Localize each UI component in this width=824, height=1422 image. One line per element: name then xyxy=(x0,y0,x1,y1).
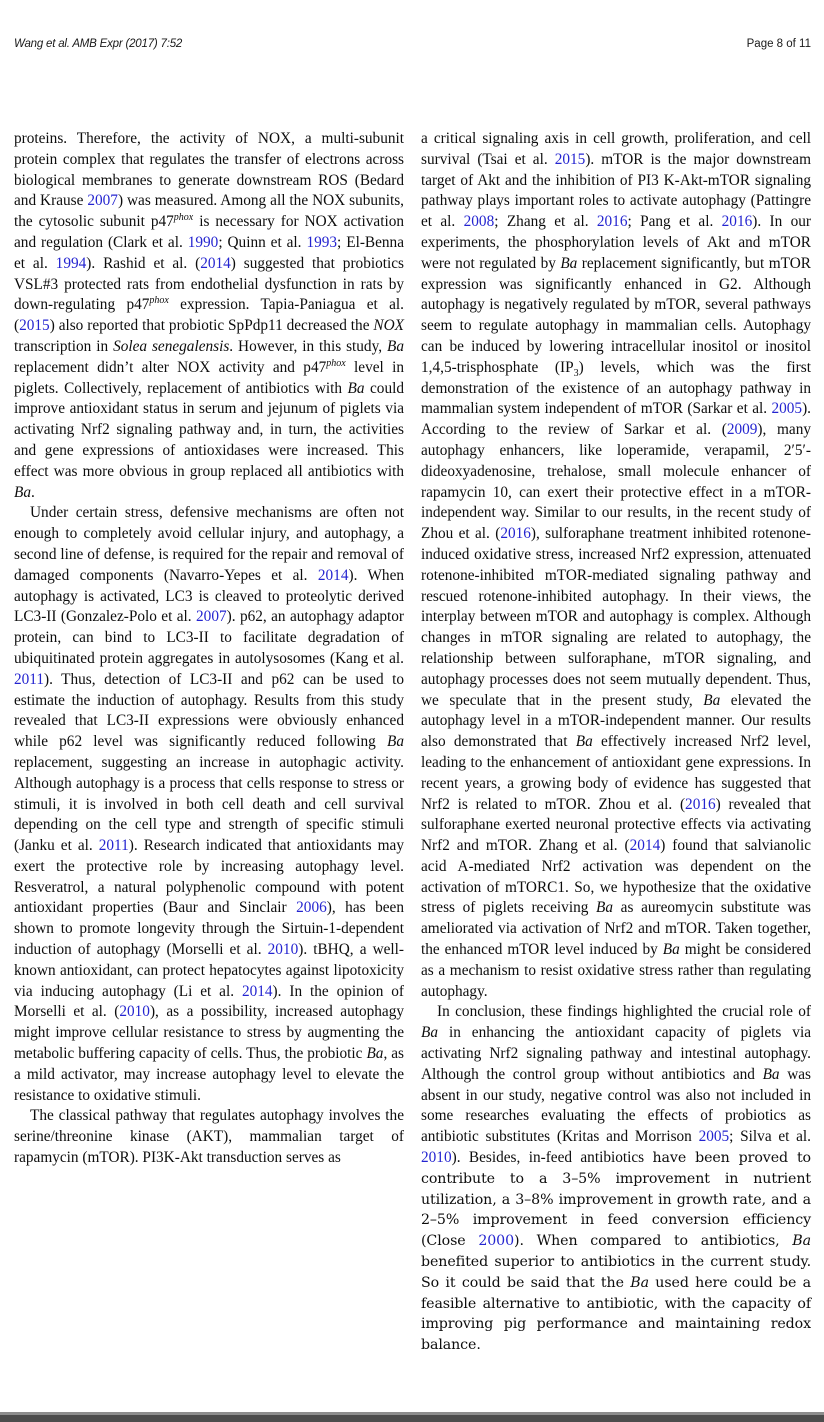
citation-link[interactable]: 2010 xyxy=(421,1149,452,1167)
citation-link[interactable]: 2009 xyxy=(726,421,758,439)
citation-link[interactable]: 1993 xyxy=(306,233,338,251)
citation-link[interactable]: 2005 xyxy=(698,1128,730,1146)
citation-link[interactable]: 2016 xyxy=(500,525,531,543)
citation-link[interactable]: 2015 xyxy=(554,150,586,168)
citation-link[interactable]: 2010 xyxy=(267,941,299,959)
paragraph: Under certain stress, defensive mechanisms are often not enough to completely avoid cellular injury, and autophagy, a second line of defense, is required for the repair and removal of damaged components (Navarro-Yepes et al. 2014). When autophagy is activated, LC3 is cleaved to proteolytic derived LC3-II (Gonzalez-Polo et al. 2007). p62, an autophagy adaptor protein, can bind to LC3-II to facilitate degradation of ubiquitinated protein aggregates in autolysosomes (Kang et al. 2011). Thus, detection of LC3-II and p62 can be used to estimate the induction of autophagy. Results from this study revealed that LC3-II expressions were obviously enhanced while p62 level was significantly reduced following Ba replacement, suggesting an increase in autophagic activity. Although autophagy is a process that cells response to stress or stimuli, it is involved in both cell death and cell survival depending on the cell type and strength of specific stimuli (Janku et al. 2011). Research indicated that antioxidants may exert the protective role by increasing autophagy level. Resveratrol, a natural polyphenolic compound with potent antioxidant properties (Baur and Sinclair 2006), has been shown to promote longevity through the Sirtuin-1-dependent induction of autophagy (Morselli et al. 2010). tBHQ, a well-known antioxidant, can protect hepatocytes against lipotoxicity via inducing autophagy (Li et al. 2014). In the opinion of Morselli et al. (2010), as a possibility, increased autophagy might improve cellular resistance to stress by augmenting the metabolic buffering capacity of cells. Thus, the probiotic Ba, as a mild activator, may increase autophagy level to elevate the resistance to oxidative stimuli. xyxy=(14,504,405,1104)
citation-link[interactable]: 2014 xyxy=(629,837,661,855)
citation-link[interactable]: 2000 xyxy=(478,1233,515,1250)
column-left xyxy=(14,129,404,1356)
paragraph: In conclusion, these findings highlighted the crucial role of Ba in enhancing the antioxidant capacity of piglets via activating Nrf2 signaling pathway and intestinal autophagy. Although the control group without antibiotics and Ba was absent in our study, negative control was also not included in some researches evaluating the effects of probiotics as antibiotic substitutes (Kritas and Morrison 2005; Silva et al. 2010). Besides, in-feed antibiotics have been proved to contribute to a 3–5% improvement in nutrient utilization, a 3–8% improvement in growth rate, and a 2–5% improvement in feed conversion efficiency (Close 2000). When compared to antibiotics, Ba benefited superior to antibiotics in the current study. So it could be said that the Ba used here could be a feasible alternative to antibiotic, with the capacity of improving pig performance and maintaining redox balance. xyxy=(421,1003,811,1354)
citation-link[interactable]: 2007 xyxy=(87,192,118,210)
citation-link[interactable]: 2016 xyxy=(685,795,716,813)
column-right xyxy=(421,129,811,1356)
citation-link[interactable]: 2014 xyxy=(241,982,273,1000)
footer-bar xyxy=(0,1412,824,1422)
article-body xyxy=(14,129,811,1356)
citation-link[interactable]: 2007 xyxy=(196,608,227,626)
paragraph: The classical pathway that regulates autophagy involves the serine/threonine kinase (AKT), mammalian target of rapamycin (mTOR). PI3K-Akt transduction serves as xyxy=(14,1107,404,1167)
citation-link[interactable]: 2016 xyxy=(596,213,628,231)
citation-link[interactable]: 2016 xyxy=(721,213,753,231)
citation-link[interactable]: 2008 xyxy=(463,213,495,231)
citation-link[interactable]: 2011 xyxy=(98,837,129,855)
citation-link[interactable]: 2006 xyxy=(296,899,327,917)
citation-link[interactable]: 2011 xyxy=(14,670,45,688)
citation-link[interactable]: 2015 xyxy=(19,317,50,335)
citation-link[interactable]: 1994 xyxy=(55,254,87,272)
citation-link[interactable]: 2014 xyxy=(317,566,349,584)
page-header xyxy=(14,38,811,50)
page-number-label: Page 8 of 11 xyxy=(746,38,811,50)
running-head-citation: Wang et al. AMB Expr (2017) 7:52 xyxy=(14,38,183,50)
citation-link[interactable]: 2014 xyxy=(200,254,231,272)
citation-link[interactable]: 2010 xyxy=(119,1003,150,1021)
paragraph: proteins. Therefore, the activity of NOX, a multi-subunit protein complex that regulates the transfer of electrons across biological membranes to generate downstream ROS (Bedard and Krause 2007) was measured. Among all the NOX subunits, the cytosolic subunit $p47^{phox}$ is necessary for NOX activation and regulation (Clark et al. 1990; Quinn et al. 1993; El-Benna et al. 1994). Rashid et al. (2014) suggested that probiotics VSL#3 protected rats from endothelial dysfunction in rats by down-regulating $p47^{phox}$ expression. Tapia-Paniagua et al. (2015) also reported that probiotic SpPdp11 decreased the NOX transcription in Solea senegalensis. However, in this study, Ba replacement didn’t alter NOX activity and $p47^{phox}$ level in piglets. Collectively, replacement of antibiotics with Ba could improve antioxidant status in serum and jejunum of piglets via activating Nrf2 signaling pathway and, in turn, the activities and gene expressions of antioxidases were increased. This effect was more obvious in group replaced all antibiotics with Ba. xyxy=(14,130,405,501)
paragraph: a critical signaling axis in cell growth, proliferation, and cell survival (Tsai et al. 2015). mTOR is the major downstream target of Akt and the inhibition of PI3 K-Akt-mTOR signaling pathway plays important roles to activate autophagy (Pattingre et al. 2008; Zhang et al. 2016; Pang et al. 2016). In our experiments, the phosphorylation levels of Akt and mTOR were not regulated by Ba replacement significantly, but mTOR expression was significantly enhanced in G2. Although autophagy is negatively regulated by mTOR, several pathways seem to regulate autophagy in mammalian cells. Autophagy can be induced by lowering intracellular inositol or inositol 1,4,5-trisphosphate $(IP_3)$ levels, which was the first demonstration of the existence of an autophagy pathway in mammalian system independent of mTOR (Sarkar et al. 2005). According to the review of Sarkar et al. (2009), many autophagy enhancers, like loperamide, verapamil, 2′5′-dideoxyadenosine, trehalose, small molecule enhancer of rapamycin 10, can exert their protective effect in a mTOR-independent way. Similar to our results, in the recent study of Zhou et al. (2016), sulforaphane treatment inhibited rotenone-induced oxidative stress, increased Nrf2 expression, attenuated rotenone-inhibited mTOR-mediated signaling pathway and rescued rotenone-inhibited autophagy. In their views, the interplay between mTOR and autophagy is complex. Although changes in mTOR signaling are related to autophagy, the relationship between sulforaphane, mTOR signaling, and autophagy processes does not seem mutually dependent. Thus, we speculate that in the present study, Ba elevated the autophagy level in a mTOR-independent manner. Our results also demonstrated that Ba effectively increased Nrf2 level, leading to the enhancement of antioxidant gene expressions. In recent years, a growing body of evidence has suggested that Nrf2 is related to mTOR. Zhou et al. (2016) revealed that sulforaphane exerted neuronal protective effects via activating Nrf2 and mTOR. Zhang et al. (2014) found that salvianolic acid A-mediated Nrf2 activation was dependent on the activation of mTORC1. So, we hypothesize that the oxidative stress of piglets receiving Ba as aureomycin substitute was ameliorated via activation of Nrf2 and mTOR. Taken together, the enhanced mTOR level induced by Ba might be considered as a mechanism to resist oxidative stress rather than regulating autophagy. xyxy=(421,130,812,1000)
citation-link[interactable]: 1990 xyxy=(187,233,219,251)
citation-link[interactable]: 2005 xyxy=(771,400,803,418)
